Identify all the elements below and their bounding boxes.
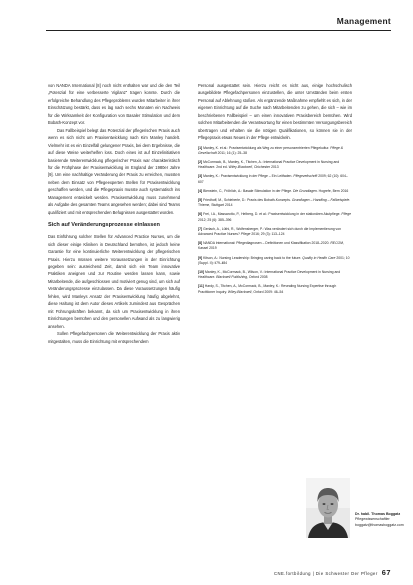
page-footer	[160, 568, 391, 577]
reference-number: [11]	[198, 284, 204, 289]
reference-text: Bienstein, C., Fröhlich, A.: Basale Stimulation in der Pflege.	[203, 188, 294, 193]
reference-text: Frei, I.A., Massarotto, P., Helberg, D. et al.: Praxisentwicklung in der stationären Akutpflege.	[203, 212, 342, 217]
page-number: 67	[381, 568, 391, 577]
reference-item	[198, 189, 352, 194]
paragraph: Das Fallbeispiel belegt das Potenzial der pflegerischen Praxis auch wenn es sich nicht um Praxisentwicklung nach Kim Manley handelt. Vielmehr ist es ein Einzelfall gelungener Praxis, bei dem Ergebnisse, die auf diese Weise weiterhelfen loss. Doch eines ist auf Einzelinitiativen basierende Weiterentwicklung pflegerischer Praxis war charakteristisch für die Frühphase der Praxisentwicklung im England der 1980er Jahre [9]. Um eine nachhaltige Veränderung der Praxis zu erreichen, mussten neben dem Einsatz von Pflegeexperten Stellen für Praxisentwicklung geschaffen werden, und die Pflegepraxis musste auch systematisch ins Management entwickelt werden. Praxisentwicklung muss zunehmend als Aufgabe des gesamten Teams angesehen werden; dabei sind Teams qualifiziert und mit entsprechenden Befugnissen ausgestattet worden.	[48, 127, 180, 215]
reference-text: Manley, K. et al.: Praxisentwicklung als Weg zu einer personzentrierten Pflegekultur.	[203, 145, 331, 150]
reference-item	[198, 174, 352, 184]
reference-number: [10]	[198, 270, 205, 275]
reference-details: , Oxford 2008	[247, 275, 268, 280]
reference-details: , Kassel 2019	[198, 241, 344, 251]
section-title: Management	[336, 16, 391, 26]
reference-details: , Chichester 2013	[252, 165, 279, 170]
reference-details: 2009; 62 (10): 604–607	[198, 174, 348, 184]
reference-item	[198, 284, 352, 294]
reference-text: McCormack, B., Manley, K., Titchen, A.: International Practice Development in Nursing and Healthcare. 2nd ed.	[198, 160, 340, 170]
reference-title: Pflege	[341, 212, 351, 217]
author-role: Pflegewissenschaftler	[355, 517, 390, 522]
reference-number: [4]	[198, 188, 203, 193]
paragraph: Sollen Pflegefachpersonen die Weiterentwicklung der Praxis aktiv mitgestalten, muss die Einrichtung mit entsprechendem	[48, 331, 180, 344]
paragraph: Personal ausgestattet sein. Hierzu reicht es nicht aus, einige hochschulisch ausgebildete Pflegefachpersonen einzustellen, die unter Umständen beim ersten Personal auf Ablehnung stoßen. Als ergänzende Maßnahme empfiehlt es sich, in der eigenen Einrichtung auf die Suche nach Mitarbeitenden zu gehen, die sich – wie im beschriebenen Fallbeispiel – um einen innovativen Praxisbereich bemühen. Wird solchen Mitarbeitenden die Verantwortung für einen bestimmten Versorgungsbereich übertragen und erhalten sie die nötigen Qualifikationen, so können sie in der Pflegepraxis etwas Neues in der Pflege entwickeln.	[198, 83, 352, 141]
reference-item	[198, 212, 352, 222]
reference-title: Wiley-Blackwell	[227, 289, 252, 294]
reference-details: 2011; 16 (1): 25–38	[216, 150, 247, 155]
reference-text: NANDA International: Pflegediagnosen – Definitionen und Klassifikation 2018–2020.	[203, 241, 331, 246]
reference-text: Manley, K., McCormack, B., Wilson, V.: International Practice Development in Nursing and Healthcare.	[198, 270, 341, 280]
reference-item	[198, 198, 352, 208]
paragraph: von NANDA International [8] noch nicht enthalten war und die den Teil „Potenzial für eine verbesserte Vigilanz“ tragen konnte. Durch die erfolgreiche Behandlung des Pflegeproblems wurden Mitarbeiter in ihrer Einschätzung bestärkt, dass es lag nach sechs Monaten ein Nachweis für die Wirksamkeit der Konfiguration von Basaler Stimulation und dem Bobath-Konzept vor.	[48, 83, 180, 126]
reference-title: RECOM	[330, 241, 343, 246]
reference-item	[198, 241, 352, 251]
left-column	[48, 82, 180, 345]
reference-item	[198, 146, 352, 156]
paragraph: Das Einführung solcher Stellen für Advanced Practice Nurses, um die sich dieser einige Kliniken in Deutschland bemühen, ist jedoch keine Garantie für eine kontinuierliche Weiterentwicklung der pflegerischen Praxis. Hierzu müssen weitere Voraussetzungen in der Einrichtung gegeben sein: ausreichend Zeit, damit sich ein Team innovative Praktiken aneignen und zur Routine werden lassen kann, sowie Mitarbeitende, die aufgeschlossen und motiviert genug sind, um sich auf Veränderungsprozesse einzulassen. Da diese Voraussetzungen häufig fehlen, wird Manleys Ansatz der Praxisentwicklung häufig abgelehnt, diese Haltung ist dem Autor dieses Artikels zumindest aus Gesprächen mit Führungskräften bekannt, da sich um Praxisentwicklung in ihren Einrichtungen bemühen und den personellen Aufwand als zu langwierig ansehen.	[48, 234, 180, 329]
reference-text: Hardy, S., Titchen, A., McCormack, B., Manley, K.: Revealing Nursing Expertise through Practitioner Inquiry.	[198, 284, 337, 294]
reference-number: [1]	[198, 145, 203, 150]
author-name: Dr. habil. Thomas Boggatz	[355, 512, 401, 516]
reference-number: [6]	[198, 212, 203, 217]
reference-title: Pflegezeitschrift	[293, 174, 318, 179]
reference-number: [7]	[198, 226, 203, 231]
reference-details: 2016; 29 (3): 113–124	[250, 232, 285, 237]
reference-text: Friedhoff, M., Schieberle, D.: Praxis des Bobath-Konzepts.	[203, 198, 292, 203]
reference-text: Manley, K.: Praxisentwicklung in der Pflege – Ein Leitfaden.	[203, 174, 294, 179]
reference-item	[198, 256, 352, 266]
reference-number: [2]	[198, 160, 203, 165]
author-photo	[306, 478, 350, 538]
journal-name: CNE.fortbildung | Die Schwester Der Pfleger	[273, 571, 378, 576]
reference-details: , Oxford 2009: 46–54	[251, 289, 284, 294]
reference-text: Kitson, A.: Nursing Leadership: Bringing caring back to the future.	[203, 255, 303, 260]
author-box	[306, 478, 408, 558]
reference-title: Die Grundlagen	[293, 188, 317, 193]
section-subheading: Sich auf Veränderungsprozesse einlassen	[48, 222, 160, 229]
reference-title: Quality in Health Care	[302, 255, 336, 260]
reference-item	[198, 270, 352, 280]
author-email[interactable]: boggatz@thomasboggatz.com	[355, 522, 404, 527]
reference-details: . Hogrefe, Bern 2016	[316, 188, 349, 193]
reference-number: [3]	[198, 174, 203, 179]
reference-number: [5]	[198, 198, 203, 203]
reference-details: 2001; 10 (Suppl. II): ii79–ii84	[198, 255, 350, 265]
header-rule	[46, 30, 391, 31]
reference-details: 2012; 25 (6): 385–396	[198, 217, 232, 222]
reference-number: [8]	[198, 241, 203, 246]
reference-number: [9]	[198, 255, 203, 260]
reference-list	[198, 146, 352, 295]
author-info	[355, 512, 413, 528]
reference-item	[198, 160, 352, 170]
reference-title: Pflege & Gesellschaft	[198, 145, 344, 155]
reference-title: Pflege	[240, 232, 251, 237]
reference-title: Blackwell Publishing	[216, 275, 248, 280]
reference-item	[198, 227, 352, 237]
reference-title: Wiley-Blackwell	[228, 165, 253, 170]
reference-details: . Thieme, Stuttgart 2014	[198, 198, 351, 208]
right-column	[198, 82, 352, 299]
reference-text: Gerlach, A., Lüthi, R., Wolfensberger, P.: Was verändert sich durch die Implementierung von Advanced Practice Nurses?	[198, 226, 341, 237]
reference-title: Grundlagen – Handling – Fallbeispiele	[291, 198, 350, 203]
